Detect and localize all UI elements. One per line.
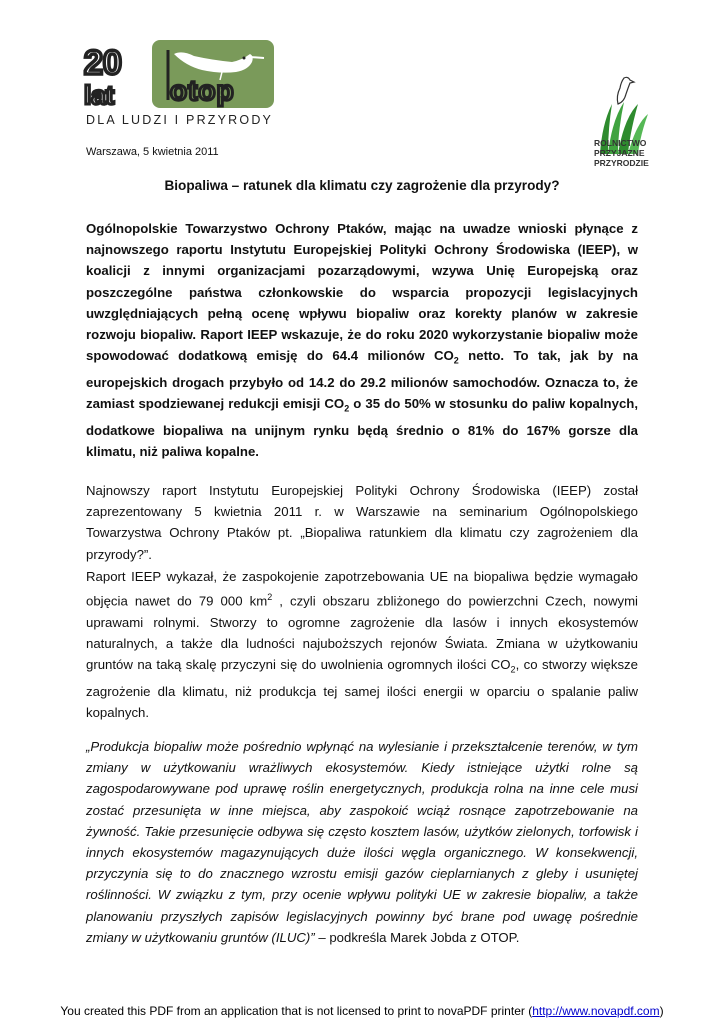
rolnictwo-logo-text [594,138,664,168]
quote-text: „Produkcja biopaliw może pośrednio wpłynąć na wylesianie i przekształcenie terenów, w tym zmiany w użytkowaniu wrażliwych ekosystemów. Kiedy istniejące użytki rolne są zagospodarowywane pod uprawę roślin energetycznych, produkcja rolna na inne cele musi zostać przesunięta w inne miejsca, aby zaspokoić wciąż rosnące zapotrzebowanie na żywność. Takie przesunięcie odbywa się często kosztem lasów, użytków zielonych, torfowisk i innych ekosystemów magazynujących duże ilości węgla organicznego. W konsekwencji, przyczynia się to do znacznego wzrostu emisji gazów cieplarnianych z gleby i usuniętej roślinności. W związku z tym, przy ocenie wpływu polityki UE w zakresie biopaliw, a także planowaniu przyszłych zapisów legislacyjnych powinny być brane pod uwagę pośrednie zmiany w użytkowaniu gruntów (ILUC)” [86,739,638,945]
body-paragraph-report: Najnowszy raport Instytutu Europejskiej Polityki Ochrony Środowiska (IEEP) został zaprezentowany 5 kwietnia 2011 r. w Warszawie na seminarium Ogólnopolskiego Towarzystwa Ochrony Ptaków pt. „Biopaliwa ratunkiem dla klimatu czy zagrożeniem dla przyrody?”. [86,483,638,562]
subscript-2: 2 [510,664,516,675]
lead-text-c: o 35 do 50% w stosunku do paliw kopalnych, dodatkowe biopaliwa na unijnym rynku będą średnio o 81% do 167% gorsze dla klimatu, niż paliwa kopalne. [86,396,638,460]
findings-text-c: , co stworzy większe zagrożenie dla klimatu, niż produkcja tej samej ilości energii w oparciu o spalanie paliw kopalnych. [86,657,638,721]
tagline: DLA LUDZI I PRZYRODY [86,113,274,127]
quote-attribution: – podkreśla Marek Jobda z OTOP. [314,929,520,945]
quote-paragraph [86,736,638,948]
body-paragraph-findings [86,566,638,723]
footer-text: You created this PDF from an application that is not licensed to print to novaPDF printer ( [60,1004,533,1018]
rpp-line: ROLNICTWO [594,138,647,148]
document-date: Warszawa, 5 kwietnia 2011 [86,146,219,158]
findings-text-a: Raport IEEP wykazał, że zaspokojenie zapotrzebowania UE na biopaliwa będzie wymagało objęcia nawet do 79 000 km [86,569,638,609]
svg-text:lat: lat [84,80,115,110]
superscript-2: 2 [267,592,273,603]
svg-text:20: 20 [84,44,122,82]
findings-text-b: , czyli obszaru zbliżonego do powierzchni Czech, nowymi uprawami rolnymi. Stworzy to ogromne zagrożenie dla lasów i innych ekosystemów naturalnych, a także dla ludności najuboższych rejonów Świata. Zmiana w użytkowaniu gruntów na taką skalę przyczyni się do uwolnienia ogromnych ilości CO [86,593,638,673]
pdf-footer [0,1004,724,1018]
lead-text-b: netto. To tak, jak by na europejskich drogach przybyło od 14.2 do 29.2 milionów samochodów. Oznacza to, że zamiast spodziewanej redukcji emisji CO [86,348,638,412]
svg-text:otop: otop [170,75,235,106]
subscript-2: 2 [453,355,459,366]
rpp-line: PRZYRODZIE [594,158,649,168]
document-title: Biopaliwa – ratunek dla klimatu czy zagrożenie dla przyrody? [164,178,560,193]
subscript-2: 2 [344,403,350,414]
novapdf-link[interactable]: http://www.novapdf.com [532,1004,660,1018]
rpp-line: PRZYJAZNE [594,148,645,158]
lead-text-a: Ogólnopolskie Towarzystwo Ochrony Ptaków, mając na uwadze wnioski płynące z najnowszego raportu Instytutu Europejskiej Polityki Ochrony Środowiska (IEEP), w koalicji z innymi organizacjami pozarządowymi, wzywa Unię Europejską oraz poszczególne państwa członkowskie do wsparcia propozycji legislacyjnych uwzględniających pełną ocenę wpływu biopaliw oraz korekty planów w zakresie rozwoju biopaliw. Raport IEEP wskazuje, że do roku 2020 wykorzystanie biopaliw może spowodować dodatkową emisję do 64.4 milionów CO [86,221,638,364]
footer-end: ) [659,1004,664,1018]
lead-paragraph [86,218,638,463]
otop-20-lat-logo [82,40,274,110]
